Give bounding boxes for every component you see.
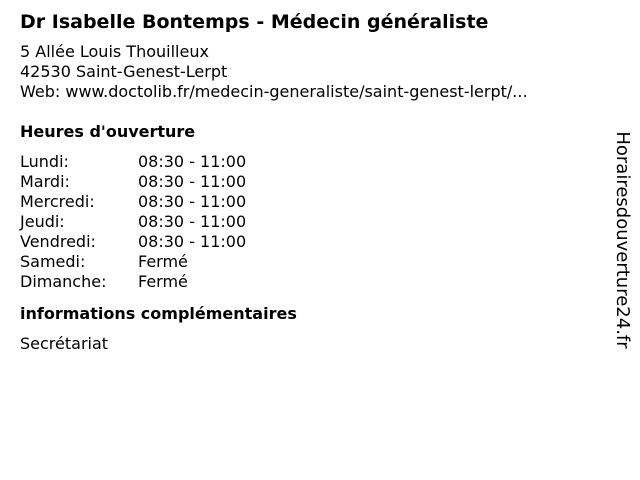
day-label: Samedi: <box>20 252 86 271</box>
day-label: Lundi: <box>20 152 69 171</box>
street-address: 5 Allée Louis Thouilleux <box>20 42 209 61</box>
hours-row-saturday <box>20 252 246 272</box>
hours-row-sunday <box>20 272 246 292</box>
hours-row-monday <box>20 152 246 172</box>
hours-row-tuesday <box>20 172 246 192</box>
day-label: Jeudi: <box>20 212 65 231</box>
hours-row-friday <box>20 232 246 252</box>
additional-info-text: Secrétariat <box>20 334 109 353</box>
opening-hours-table <box>20 152 246 292</box>
hours-row-wednesday <box>20 192 246 212</box>
day-hours: 08:30 - 11:00 <box>138 172 247 191</box>
day-hours: Fermé <box>138 252 188 271</box>
day-label: Vendredi: <box>20 232 96 251</box>
practice-card <box>20 10 600 354</box>
city-address: 42530 Saint-Genest-Lerpt <box>20 62 228 81</box>
additional-info-heading: informations complémentaires <box>20 304 297 323</box>
day-label: Mercredi: <box>20 192 95 211</box>
day-hours: 08:30 - 11:00 <box>138 192 247 211</box>
day-label: Mardi: <box>20 172 70 191</box>
day-hours: 08:30 - 11:00 <box>138 152 247 171</box>
day-hours: Fermé <box>138 272 188 291</box>
site-watermark: Horairesdouverture24.fr <box>612 131 633 349</box>
hours-row-thursday <box>20 212 246 232</box>
opening-hours-heading: Heures d'ouverture <box>20 122 196 141</box>
page-title: Dr Isabelle Bontemps - Médecin généraliste <box>20 11 489 33</box>
day-hours: 08:30 - 11:00 <box>138 232 247 251</box>
website-link[interactable]: Web: www.doctolib.fr/medecin-generaliste/saint-genest-lerpt/... <box>20 82 528 101</box>
day-label: Dimanche: <box>20 272 107 291</box>
day-hours: 08:30 - 11:00 <box>138 212 247 231</box>
